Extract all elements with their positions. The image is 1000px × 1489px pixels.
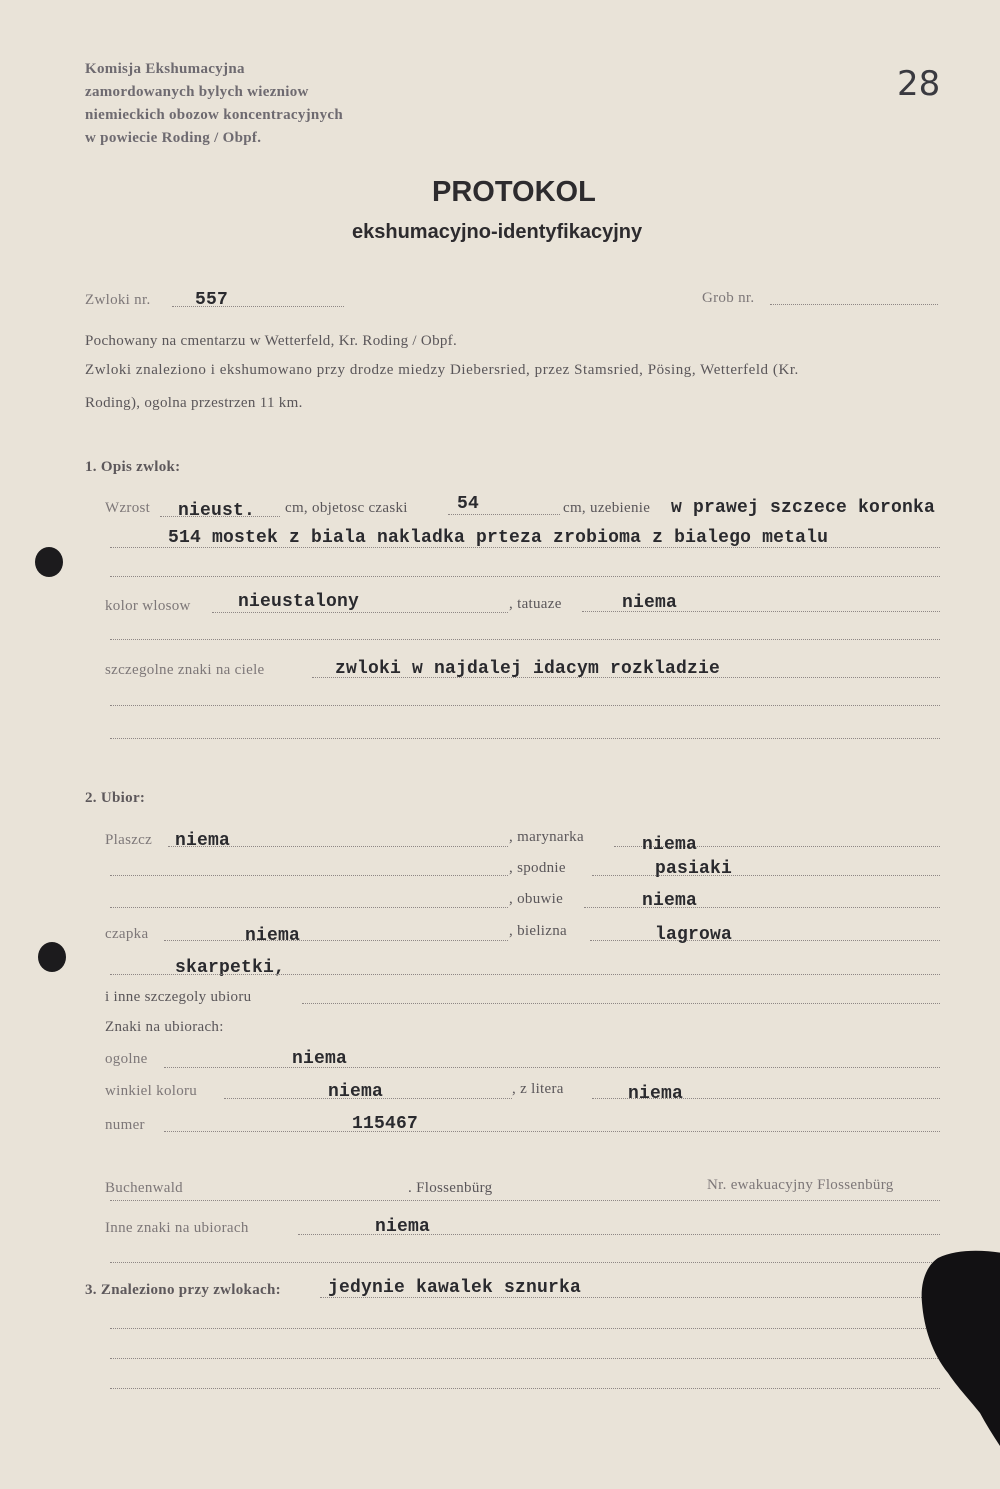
spodnie-line	[592, 875, 940, 876]
ogolne-line	[164, 1067, 940, 1068]
numer-value: 115467	[352, 1114, 419, 1134]
czaska-value: 54	[457, 494, 480, 514]
zwloki-value: 557	[195, 290, 229, 310]
punch-hole-top	[35, 547, 63, 577]
wzrost-label: Wzrost	[105, 500, 151, 516]
blank-line-10	[110, 1388, 940, 1389]
commission-line-4: w powiecie Roding / Obpf.	[85, 130, 262, 146]
section-3-value: jedynie kawalek sznurka	[328, 1278, 582, 1298]
ewakuacyjny-label: Nr. ewakuacyjny Flossenbürg	[707, 1177, 894, 1193]
tatuaze-value: niema	[622, 593, 678, 613]
buchenwald-label: Buchenwald	[105, 1180, 183, 1196]
winkiel-value: niema	[328, 1082, 384, 1102]
blank-line-7	[110, 1262, 940, 1263]
uzebienie-label: cm, uzebienie	[563, 500, 651, 516]
commission-line-1: Komisja Ekshumacyjna	[85, 61, 245, 77]
blank-line-2	[110, 639, 940, 640]
grob-line	[770, 304, 938, 305]
ogolne-label: ogolne	[105, 1051, 148, 1067]
commission-line-3: niemieckich obozow koncentracyjnych	[85, 107, 343, 123]
numer-label: numer	[105, 1117, 145, 1133]
torn-edge-shadow	[918, 1248, 1000, 1458]
czapka-line	[164, 940, 508, 941]
skarpetki-value: skarpetki,	[175, 958, 286, 978]
section-1-heading: 1. Opis zwlok:	[85, 459, 181, 475]
numer-line	[164, 1131, 940, 1132]
inne-znaki-label: Inne znaki na ubiorach	[105, 1220, 249, 1236]
blank-line-4	[110, 738, 940, 739]
czaska-label: cm, objetosc czaski	[285, 500, 408, 516]
bielizna-label: , bielizna	[509, 923, 567, 939]
wzrost-value: nieust.	[178, 501, 256, 521]
inne-szczegoly-line	[302, 1003, 940, 1004]
section-2-heading: 2. Ubior:	[85, 790, 146, 806]
kolor-line	[212, 612, 508, 613]
punch-hole-bottom	[38, 942, 66, 972]
obuwie-line	[584, 907, 940, 908]
litera-label: , z litera	[512, 1081, 564, 1097]
inne-znaki-value: niema	[375, 1217, 431, 1237]
blank-line-8	[110, 1328, 940, 1329]
blank-line-3	[110, 705, 940, 706]
location-line-2: Roding), ogolna przestrzen 11 km.	[85, 395, 303, 411]
document-title: PROTOKOL	[432, 176, 596, 208]
section-3-heading: 3. Znaleziono przy zwlokach:	[85, 1282, 281, 1298]
znaki-ubiorach-heading: Znaki na ubiorach:	[105, 1019, 224, 1035]
cemetery-line: Pochowany na cmentarzu w Wetterfeld, Kr. Roding / Obpf.	[85, 333, 458, 349]
camps-line	[110, 1200, 940, 1201]
kolor-label: kolor wlosow	[105, 598, 191, 614]
inne-szczegoly-label: i inne szczegoly ubioru	[105, 989, 252, 1005]
kolor-value: nieustalony	[238, 592, 360, 612]
czapka-label: czapka	[105, 926, 149, 942]
spodnie-value: pasiaki	[655, 859, 733, 879]
location-line-1: Zwloki znaleziono i ekshumowano przy drodze miedzy Diebersried, przez Stamsried, Pösing, Wetterfeld (Kr.	[85, 362, 799, 378]
bielizna-value: lagrowa	[655, 925, 733, 945]
blank-line-9	[110, 1358, 940, 1359]
plaszcz-label: Plaszcz	[105, 832, 153, 848]
commission-line-2: zamordowanych bylych wiezniow	[85, 84, 309, 100]
ogolne-value: niema	[292, 1049, 348, 1069]
bielizna-line	[590, 940, 940, 941]
blank-line-1	[110, 576, 940, 577]
czapka-value: niema	[245, 926, 301, 946]
winkiel-label: winkiel koloru	[105, 1083, 198, 1099]
skarpetki-line	[110, 974, 940, 975]
plaszcz-value: niema	[175, 831, 231, 851]
blank-line-5	[110, 875, 508, 876]
marynarka-value: niema	[642, 835, 698, 855]
tatuaze-label: , tatuaze	[509, 596, 562, 612]
page-number: 28	[897, 64, 941, 104]
litera-value: niema	[628, 1084, 684, 1104]
znaki-label: szczegolne znaki na ciele	[105, 662, 265, 678]
uzebienie-value-1: w prawej szczece koronka	[671, 498, 936, 518]
znaki-value: zwloki w najdalej idacym rozkladzie	[335, 659, 721, 679]
czaska-line	[448, 514, 560, 515]
blank-line-6	[110, 907, 508, 908]
document-subtitle: ekshumacyjno-identyfikacyjny	[352, 221, 643, 243]
zwloki-label: Zwloki nr.	[85, 292, 151, 308]
obuwie-label: , obuwie	[509, 891, 564, 907]
obuwie-value: niema	[642, 891, 698, 911]
flossenburg-label: . Flossenbürg	[408, 1180, 493, 1196]
marynarka-label: , marynarka	[509, 829, 584, 845]
grob-label: Grob nr.	[702, 290, 755, 306]
uzebienie-value-2: 514 mostek z biala nakladka prteza zrobioma z bialego metalu	[168, 528, 829, 548]
spodnie-label: , spodnie	[509, 860, 566, 876]
